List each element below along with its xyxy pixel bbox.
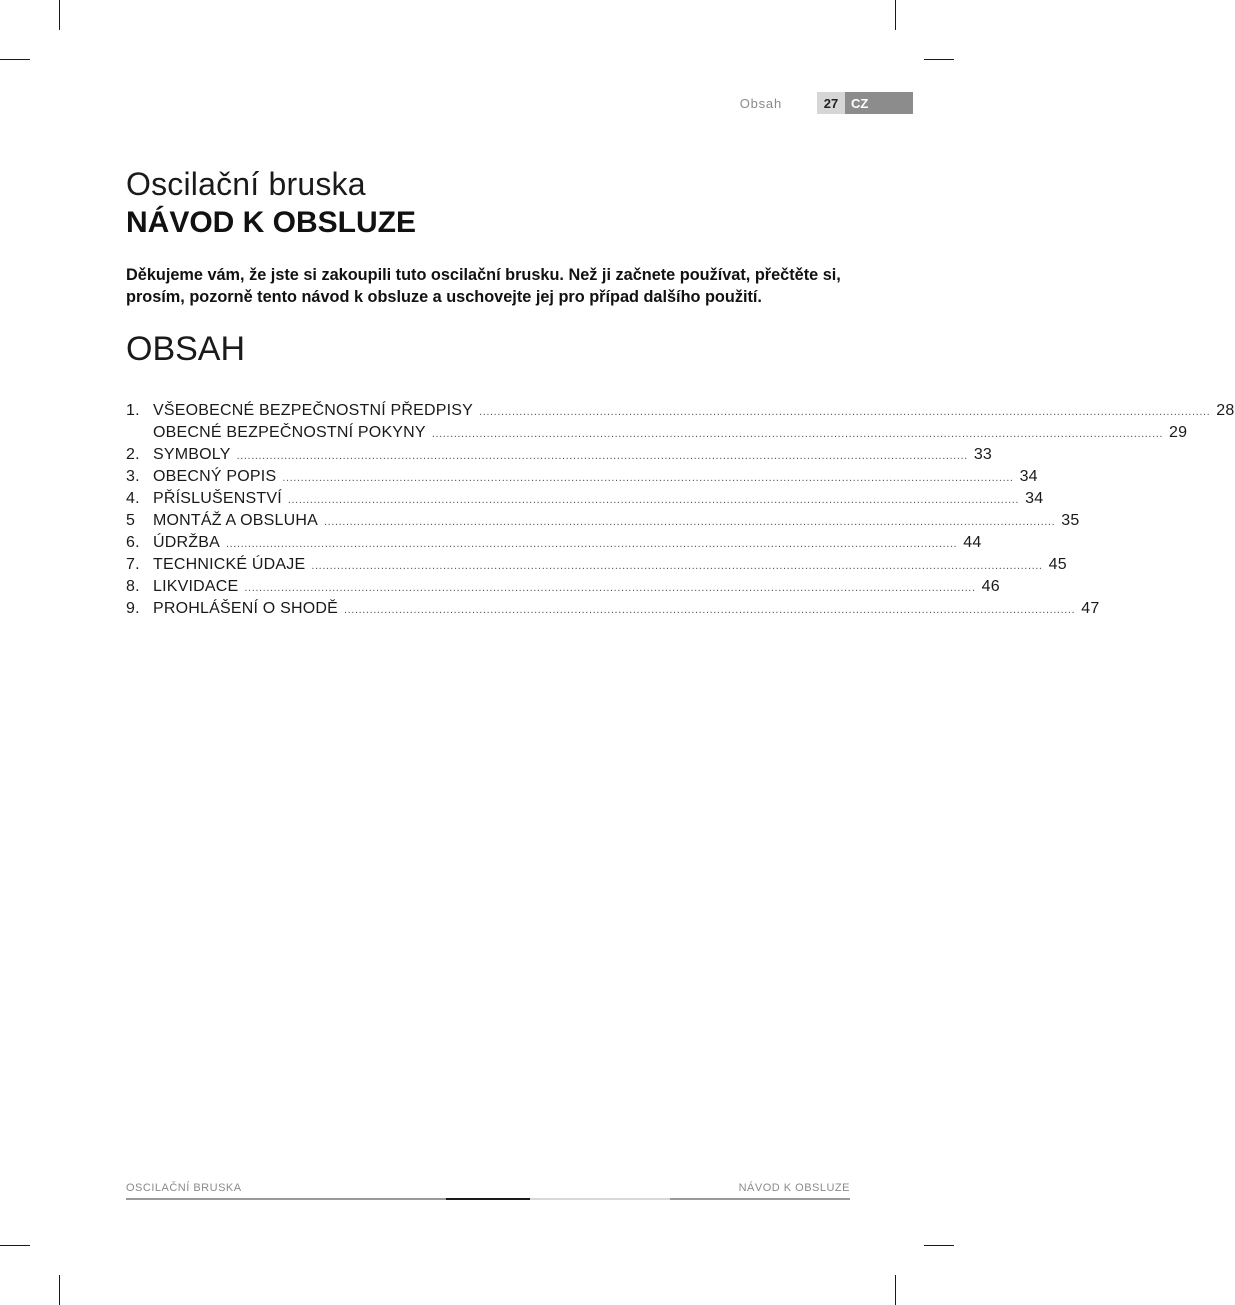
toc-item-page: 34 bbox=[1019, 468, 1038, 485]
crop-mark bbox=[59, 0, 60, 30]
toc-item-label: SYMBOLY bbox=[153, 446, 231, 463]
toc-item-number: 8. bbox=[126, 578, 140, 595]
toc-item-number: 4. bbox=[126, 490, 140, 507]
toc-dot-leader: ........................................................................................................................................................................................................ bbox=[287, 494, 1020, 506]
toc-item-page: 45 bbox=[1048, 556, 1067, 573]
footer-divider bbox=[126, 1198, 850, 1201]
crop-mark bbox=[924, 1245, 954, 1246]
toc-item[interactable] bbox=[126, 468, 1038, 490]
toc-item-page: 28 bbox=[1216, 402, 1235, 419]
toc-item-page: 29 bbox=[1169, 424, 1188, 441]
crop-mark bbox=[59, 1275, 60, 1305]
toc-item-label: ÚDRŽBA bbox=[153, 534, 220, 551]
toc-item-page: 34 bbox=[1025, 490, 1044, 507]
crop-mark bbox=[895, 1275, 896, 1305]
crop-mark bbox=[0, 59, 30, 60]
table-of-contents bbox=[126, 402, 1235, 622]
toc-item-label: TECHNICKÉ ÚDAJE bbox=[153, 556, 306, 573]
toc-item-page: 33 bbox=[973, 446, 993, 463]
toc-dot-leader: ........................................................................................................................................................................................................ bbox=[244, 582, 976, 594]
toc-item-label: LIKVIDACE bbox=[153, 578, 239, 595]
toc-item-number: 7. bbox=[126, 556, 140, 573]
toc-item-number: 5 bbox=[126, 512, 136, 529]
footer-product-name: OSCILAČNÍ BRUSKA bbox=[126, 1182, 242, 1194]
toc-dot-leader: ........................................................................................................................................................................................................ bbox=[225, 538, 958, 550]
toc-item-label: VŠEOBECNÉ BEZPEČNOSTNÍ PŘEDPISY bbox=[153, 402, 474, 419]
manual-title: NÁVOD K OBSLUZE bbox=[126, 206, 417, 239]
toc-item[interactable] bbox=[126, 534, 982, 556]
toc-dot-leader: ........................................................................................................................................................................................................ bbox=[324, 516, 1056, 528]
footer-divider-segment bbox=[446, 1198, 530, 1200]
toc-heading: OBSAH bbox=[126, 330, 246, 368]
toc-item[interactable] bbox=[126, 578, 1000, 600]
toc-item-page: 46 bbox=[981, 578, 1000, 595]
language-code: CZ bbox=[845, 92, 913, 114]
toc-item-number: 3. bbox=[126, 468, 140, 485]
toc-item[interactable] bbox=[126, 490, 1044, 512]
toc-dot-leader: ........................................................................................................................................................................................................ bbox=[431, 428, 1164, 440]
toc-item[interactable] bbox=[126, 600, 1100, 622]
toc-item-page: 47 bbox=[1081, 600, 1100, 617]
footer-divider-segment bbox=[670, 1198, 850, 1200]
toc-item[interactable] bbox=[126, 446, 993, 468]
footer-divider-segment bbox=[126, 1198, 446, 1200]
toc-dot-leader: ........................................................................................................................................................................................................ bbox=[343, 604, 1076, 616]
header-section-label: Obsah bbox=[739, 96, 782, 111]
product-title: Oscilační bruska bbox=[126, 166, 366, 202]
toc-item-number: 6. bbox=[126, 534, 140, 551]
toc-item-page: 44 bbox=[963, 534, 982, 551]
toc-dot-leader: ........................................................................................................................................................................................................ bbox=[236, 450, 968, 462]
toc-item-label: OBECNÉ BEZPEČNOSTNÍ POKYNY bbox=[153, 424, 426, 441]
footer-document-name: NÁVOD K OBSLUZE bbox=[738, 1182, 850, 1194]
toc-item[interactable] bbox=[126, 556, 1067, 578]
toc-item-label: PŘÍSLUŠENSTVÍ bbox=[153, 490, 282, 507]
toc-dot-leader: ........................................................................................................................................................................................................ bbox=[479, 406, 1211, 418]
toc-item-number: 1. bbox=[126, 402, 140, 419]
crop-mark bbox=[924, 59, 954, 60]
footer-divider-segment bbox=[530, 1198, 670, 1200]
toc-item-label: OBECNÝ POPIS bbox=[153, 468, 277, 485]
toc-item-page: 35 bbox=[1061, 512, 1080, 529]
toc-item-label: PROHLÁŠENÍ O SHODĚ bbox=[153, 600, 338, 617]
toc-item-number: 9. bbox=[126, 600, 140, 617]
toc-dot-leader: ........................................................................................................................................................................................................ bbox=[282, 472, 1014, 484]
toc-item-number: 2. bbox=[126, 446, 140, 463]
toc-item-label: MONTÁŽ A OBSLUHA bbox=[153, 512, 319, 529]
toc-item[interactable] bbox=[126, 402, 1235, 424]
page-number: 27 bbox=[817, 92, 845, 114]
page-tab bbox=[817, 92, 913, 114]
toc-item[interactable] bbox=[126, 512, 1080, 534]
toc-dot-leader: ........................................................................................................................................................................................................ bbox=[311, 560, 1043, 572]
crop-mark bbox=[895, 0, 896, 30]
crop-mark bbox=[0, 1245, 30, 1246]
intro-paragraph: Děkujeme vám, že jste si zakoupili tuto oscilační brusku. Než ji začnete používat, přečtěte si, prosím, pozorně tento návod k obsluze a uschovejte jej pro případ dalšího použití. bbox=[126, 266, 841, 306]
toc-item[interactable] bbox=[126, 424, 1188, 446]
